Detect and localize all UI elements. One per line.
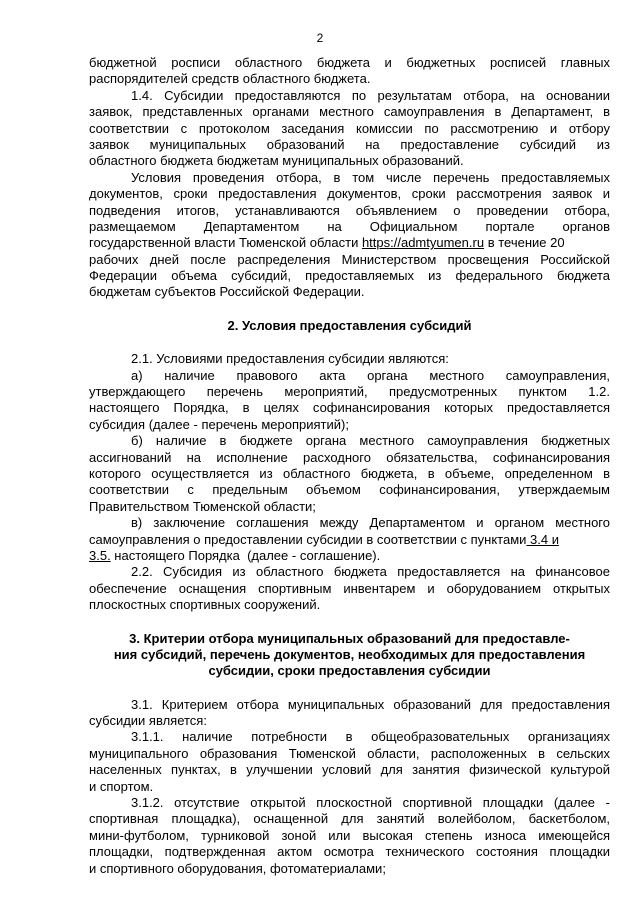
text-line: рабочих дней после распределения Министерством просвещения Российской (89, 251, 610, 267)
clause-link[interactable]: 3.4 и (526, 531, 559, 547)
text-line (89, 235, 610, 251)
section-heading-3: субсидии, сроки предоставления субсидии (208, 663, 491, 679)
text-line: бюджетам субъектов Российской Федерации. (89, 284, 365, 300)
page-number: 2 (316, 31, 324, 45)
text-line: размещаемом Департаментом на Официальном портале органов (89, 218, 610, 234)
text-fragment: государственной власти Тюменской области (89, 235, 362, 251)
text-line: заявок муниципальных образований на предоставление субсидий из (89, 136, 610, 152)
text-line: муниципального образования Тюменской области, расположенных в сельских (89, 745, 610, 761)
spacer (89, 680, 610, 697)
spacer (89, 614, 610, 631)
text-line: субсидии является: (89, 713, 207, 729)
text-line: заявок, представленных органами местного самоуправления в Департамент, в (89, 104, 610, 120)
document-body (89, 55, 610, 877)
text-line: в) заключение соглашения между Департаментом и органом местного (131, 515, 610, 531)
text-line (89, 532, 610, 548)
text-line: Правительством Тюменской области; (89, 498, 316, 514)
text-line: 3.1. Критерием отбора муниципальных образований для предоставления (131, 696, 610, 712)
text-line: 2.2. Субсидия из областного бюджета предоставляется на финансовое (131, 564, 610, 580)
text-line: подведения итогов, устанавливаются объявлением о проведении отбора, (89, 202, 610, 218)
text-line: площадки, подтвержденная актом осмотра технического состояния площадки (89, 844, 610, 860)
spacer (89, 301, 610, 318)
text-line: населенных пунктах, в улучшении условий для занятия физической культурой (89, 762, 610, 778)
text-line: документов, сроки предоставления документов, сроки рассмотрения заявок и (89, 186, 610, 202)
text-line: распорядителей средств областного бюджета. (89, 71, 371, 87)
text-line (89, 548, 610, 564)
text-line: плоскостных спортивных сооружений. (89, 597, 321, 613)
text-line: Федерации объема субсидий, предоставляемых из федерального бюджета (89, 268, 610, 284)
text-line: бюджетной росписи областного бюджета и бюджетных росписей главных (89, 55, 610, 70)
text-line: ассигнований на исполнение расходного обязательства, софинансирования (89, 449, 610, 465)
text-line: которого осуществляется из областного бюджета, в объеме, определенном в (89, 465, 610, 481)
text-line: мини-футболом, турниковой зоной или высокая степень износа имеющейся (89, 827, 610, 843)
text-line: Условия проведения отбора, в том числе перечень предоставляемых (131, 169, 610, 185)
text-fragment: настоящего Порядка (далее - соглашение). (110, 547, 381, 563)
text-fragment: самоуправления о предоставлении субсидии в соответствии с пунктами (89, 531, 527, 547)
text-line: 3.1.2. отсутствие открытой плоскостной спортивной площадки (далее - (131, 795, 610, 811)
section-heading-2: 2. Условия предоставления субсидий (227, 317, 472, 333)
text-line: настоящего Порядка, в целях софинансирования которых предоставляется (89, 400, 610, 416)
text-line: 2.1. Условиями предоставления субсидии являются: (131, 351, 449, 367)
text-line: а) наличие правового акта органа местного самоуправления, (131, 367, 610, 383)
text-line: субсидия (далее - перечень мероприятий); (89, 416, 349, 432)
section-heading-3: 3. Критерии отбора муниципальных образований для предоставле- (129, 630, 570, 646)
text-line: областного бюджета бюджетам муниципальных образований. (89, 153, 464, 169)
text-line: соответствии с протоколом заседания комиссии по рассмотрению и отбору (89, 120, 610, 136)
text-line: соответствии с предельным объемом софинансирования, утверждаемым (89, 482, 610, 498)
text-line: обеспечение оснащения спортивным инвентарем и оборудованием открытых (89, 580, 610, 596)
text-line: и спортом. (89, 778, 154, 794)
text-line: 3.1.1. наличие потребности в общеобразовательных организациях (131, 729, 610, 745)
clause-link[interactable]: 3.5. (89, 547, 111, 563)
text-line: спортивная площадка), оснащенной для занятий волейболом, баскетболом, (89, 811, 610, 827)
portal-link[interactable]: https://admtyumen.ru (361, 235, 485, 251)
text-fragment: в течение 20 (484, 235, 565, 251)
section-heading-3: ния субсидий, перечень документов, необходимых для предоставления (113, 646, 586, 662)
spacer (89, 334, 610, 351)
text-line: утверждающего перечень мероприятий, предусмотренных пунктом 1.2. (89, 384, 610, 400)
text-line: 1.4. Субсидии предоставляются по результатам отбора, на основании (131, 87, 610, 103)
text-line: и спортивного оборудования, фотоматериалами; (89, 860, 386, 876)
text-line: б) наличие в бюджете органа местного самоуправления бюджетных (131, 433, 610, 449)
